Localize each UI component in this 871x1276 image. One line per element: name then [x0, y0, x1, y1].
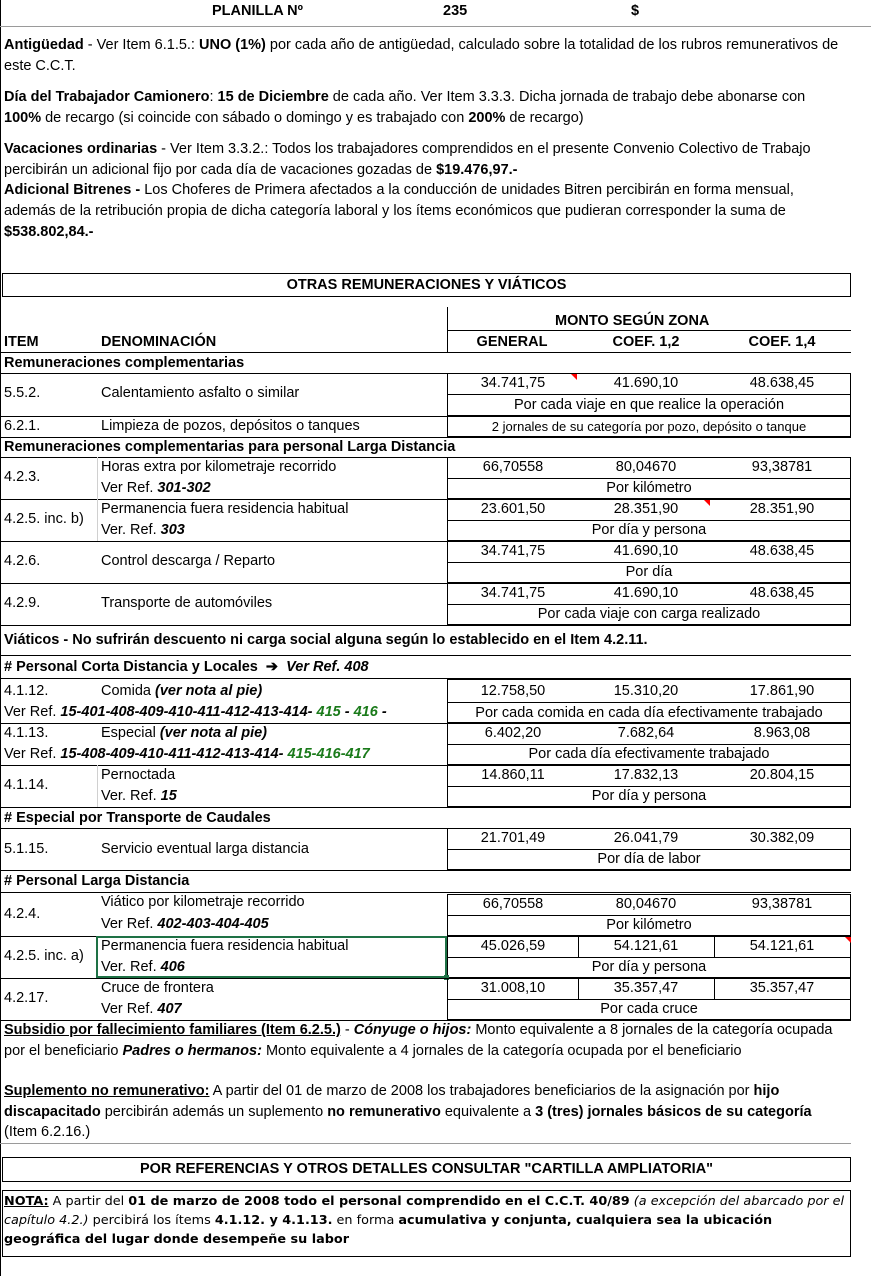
- row-426-general: 34.741,75: [480, 543, 546, 559]
- row-429-coef14: 48.638,45: [749, 585, 815, 601]
- planilla-label: PLANILLA Nº: [212, 3, 303, 19]
- row-5115-general: 21.701,49: [480, 830, 546, 846]
- row-426-coef14: 48.638,45: [749, 543, 815, 559]
- row-423-item: 4.2.3.: [4, 469, 41, 485]
- comment-marker[interactable]: [845, 937, 851, 943]
- row-424-name: Viático por kilometraje recorrido: [101, 894, 305, 910]
- row-4112-item: 4.1.12.: [4, 683, 49, 699]
- row-4112-name: Comida (ver nota al pie): [101, 683, 263, 699]
- comment-marker[interactable]: [704, 500, 710, 506]
- row-425b-note: Por día y persona: [591, 522, 707, 538]
- row-425b-item: 4.2.5. inc. b): [4, 511, 84, 527]
- row-621-item: 6.2.1.: [4, 418, 41, 434]
- planilla-number: 235: [443, 3, 468, 19]
- row-4113-note: Por cada día efectivamente trabajado: [528, 746, 770, 762]
- row-425b-coef14: 28.351,90: [749, 501, 815, 517]
- row-552-note: Por cada viaje en que realice la operación: [513, 397, 785, 413]
- row-424-note: Por kilómetro: [606, 917, 692, 933]
- row-4112-coef14: 17.861,90: [749, 683, 815, 699]
- row-4217-coef14: 35.357,47: [749, 980, 815, 996]
- row-426-note: Por día: [625, 564, 673, 580]
- row-552-name: Calentamiento asfalto o similar: [101, 385, 300, 401]
- row-4113-general: 6.402,20: [484, 725, 542, 741]
- row-4217-name: Cruce de frontera: [101, 980, 214, 996]
- row-425a-item: 4.2.5. inc. a): [4, 948, 84, 964]
- referencias-box: POR REFERENCIAS Y OTROS DETALLES CONSULTAR "CARTILLA AMPLIATORIA": [2, 1157, 851, 1182]
- row-426-item: 4.2.6.: [4, 553, 41, 569]
- row-423-note: Por kilómetro: [606, 480, 692, 496]
- coef12-header: COEF. 1,2: [612, 334, 680, 350]
- row-4112-coef12: 15.310,20: [613, 683, 679, 699]
- row-426-name: Control descarga / Reparto: [101, 553, 276, 569]
- row-552-item: 5.5.2.: [4, 385, 41, 401]
- row-425a-coef12: 54.121,61: [613, 938, 679, 954]
- antiguedad-paragraph: Antigüedad - Ver Item 6.1.5.: UNO (1%) por cada año de antigüedad, calculado sobre la totalidad de los rubros remunerativos de este C.C.T.: [4, 37, 839, 74]
- row-426-coef12: 41.690,10: [613, 543, 679, 559]
- row-425b-name: Permanencia fuera residencia habitual: [101, 501, 349, 517]
- row-4112-ref: Ver Ref. 15-401-408-409-410-411-412-413-414- 415 - 416 -: [4, 704, 387, 720]
- row-423-coef12: 80,04670: [615, 459, 677, 475]
- row-4113-item: 4.1.13.: [4, 725, 49, 741]
- row-4217-note: Por cada cruce: [600, 1001, 698, 1017]
- row-425b-general: 23.601,50: [480, 501, 546, 517]
- row-4114-general: 14.860,11: [481, 767, 545, 783]
- row-5115-coef14: 30.382,09: [749, 830, 815, 846]
- vacaciones-paragraph: Vacaciones ordinarias - Ver Item 3.3.2.: Todos los trabajadores comprendidos en el presente Convenio Colectivo de Trabajo percibirán un adicional fijo por cada día de vacaciones gozadas de $19.476,97.-: [4, 141, 811, 178]
- row-425a-ref: Ver. Ref. 406: [101, 959, 185, 975]
- row-4114-coef14: 20.804,15: [749, 767, 815, 783]
- group-caudales: # Especial por Transporte de Caudales: [4, 810, 271, 826]
- row-5115-item: 5.1.15.: [4, 841, 49, 857]
- suplemento-paragraph: Suplemento no remunerativo: A partir del 01 de marzo de 2008 los trabajadores beneficiarios de la asignación por hijo discapacitado percibirán además un suplemento no remunerativo equivalente a 3 (tres) jornales básicos de su categoría (Item 6.2.16.): [4, 1083, 812, 1140]
- row-425a-coef14: 54.121,61: [749, 938, 815, 954]
- group-remuneraciones: Remuneraciones complementarias: [4, 355, 245, 371]
- group-personal-larga-distancia: # Personal Larga Distancia: [4, 873, 190, 889]
- row-4217-item: 4.2.17.: [4, 990, 49, 1006]
- row-4114-ref: Ver. Ref. 15: [101, 788, 177, 804]
- row-4113-coef12: 7.682,64: [617, 725, 675, 741]
- bitrenes-paragraph: Adicional Bitrenes - Los Choferes de Primera afectados a la conducción de unidades Bitren percibirán en forma mensual, además de la retribución propia de dicha categoría laboral y los ítems económicos que pudieran corresponder la suma de $538.802,84.-: [4, 182, 794, 240]
- row-425b-coef12: 28.351,90: [613, 501, 679, 517]
- group-larga-distancia: Remuneraciones complementarias para personal Larga Distancia: [4, 439, 456, 455]
- row-4217-general: 31.008,10: [480, 980, 546, 996]
- row-4217-ref: Ver Ref. 407: [101, 1001, 182, 1017]
- row-621-name: Limpieza de pozos, depósitos o tanques: [101, 418, 360, 434]
- subsidio-paragraph: Subsidio por fallecimiento familiares (Item 6.2.5.) - Cónyuge o hijos: Monto equivalente a 8 jornales de la categoría ocupada por el beneficiario Padres o hermanos: Monto equivalente a 4 jornales de la categoría ocupada por el beneficiario: [4, 1022, 833, 1059]
- group-corta-distancia: # Personal Corta Distancia y Locales ➔ Ver Ref. 408: [4, 659, 369, 675]
- row-5115-name: Servicio eventual larga distancia: [101, 841, 309, 857]
- row-429-general: 34.741,75: [480, 585, 546, 601]
- row-424-coef14: 93,38781: [751, 896, 813, 912]
- comment-marker[interactable]: [571, 374, 577, 380]
- row-552-coef12: 41.690,10: [613, 375, 679, 391]
- row-424-ref: Ver Ref. 402-403-404-405: [101, 916, 269, 932]
- row-4114-item: 4.1.14.: [4, 777, 49, 793]
- row-425a-general: 45.026,59: [480, 938, 546, 954]
- denominacion-header: DENOMINACIÓN: [101, 334, 217, 350]
- row-4114-name: Pernoctada: [101, 767, 176, 783]
- row-423-general: 66,70558: [482, 459, 544, 475]
- row-552-coef14: 48.638,45: [749, 375, 815, 391]
- row-621-note: 2 jornales de su categoría por pozo, depósito o tanque: [491, 419, 807, 434]
- row-423-ref: Ver Ref. 301-302: [101, 480, 211, 496]
- viaticos-note: Viáticos - No sufrirán descuento ni carga social alguna según lo establecido en el Item 4.2.11.: [4, 632, 648, 648]
- row-429-coef12: 41.690,10: [613, 585, 679, 601]
- row-425a-name: Permanencia fuera residencia habitual: [101, 938, 349, 954]
- row-424-coef12: 80,04670: [615, 896, 677, 912]
- general-header: GENERAL: [476, 334, 548, 350]
- row-429-name: Transporte de automóviles: [101, 595, 273, 611]
- row-4114-note: Por día y persona: [591, 788, 707, 804]
- row-5115-note: Por día de labor: [597, 851, 701, 867]
- row-552-general: 34.741,75: [480, 375, 546, 391]
- row-429-note: Por cada viaje con carga realizado: [537, 606, 761, 622]
- row-4113-coef14: 8.963,08: [753, 725, 811, 741]
- row-4217-coef12: 35.357,47: [613, 980, 679, 996]
- row-425b-ref: Ver. Ref. 303: [101, 522, 185, 538]
- monto-header: MONTO SEGÚN ZONA: [555, 313, 710, 329]
- row-4113-name: Especial (ver nota al pie): [101, 725, 268, 741]
- item-header: ITEM: [4, 334, 39, 350]
- row-423-name: Horas extra por kilometraje recorrido: [101, 459, 337, 475]
- row-4114-coef12: 17.832,13: [613, 767, 679, 783]
- row-4112-note: Por cada comida en cada día efectivamente trabajado: [475, 705, 823, 721]
- arrow-right-icon: ➔: [265, 659, 279, 675]
- row-4113-ref: Ver Ref. 15-408-409-410-411-412-413-414- 415-416-417: [4, 746, 370, 762]
- row-429-item: 4.2.9.: [4, 595, 41, 611]
- row-423-coef14: 93,38781: [751, 459, 813, 475]
- coef14-header: COEF. 1,4: [748, 334, 816, 350]
- row-424-item: 4.2.4.: [4, 906, 41, 922]
- dia-camionero-paragraph: Día del Trabajador Camionero: 15 de Diciembre de cada año. Ver Item 3.3.3. Dicha jornada de trabajo debe abonarse con 100% de recargo (si coincide con sábado o domingo y es trabajado con 200% de recargo): [4, 89, 806, 126]
- row-5115-coef12: 26.041,79: [613, 830, 679, 846]
- row-4112-general: 12.758,50: [480, 683, 546, 699]
- nota-paragraph: NOTA: A partir del 01 de marzo de 2008 todo el personal comprendido en el C.C.T. 40/89 (a excepción del abarcado por el capítulo 4.2.) percibirá los ítems 4.1.12. y 4.1.13. en forma acumulativa y conjunta, cualquiera sea la ubicación geográfica del lugar donde desempeñe su labor: [4, 1194, 845, 1247]
- currency-symbol: $: [631, 3, 640, 19]
- row-424-general: 66,70558: [482, 896, 544, 912]
- row-425a-note: Por día y persona: [591, 959, 707, 975]
- section-title: OTRAS REMUNERACIONES Y VIÁTICOS: [2, 273, 851, 297]
